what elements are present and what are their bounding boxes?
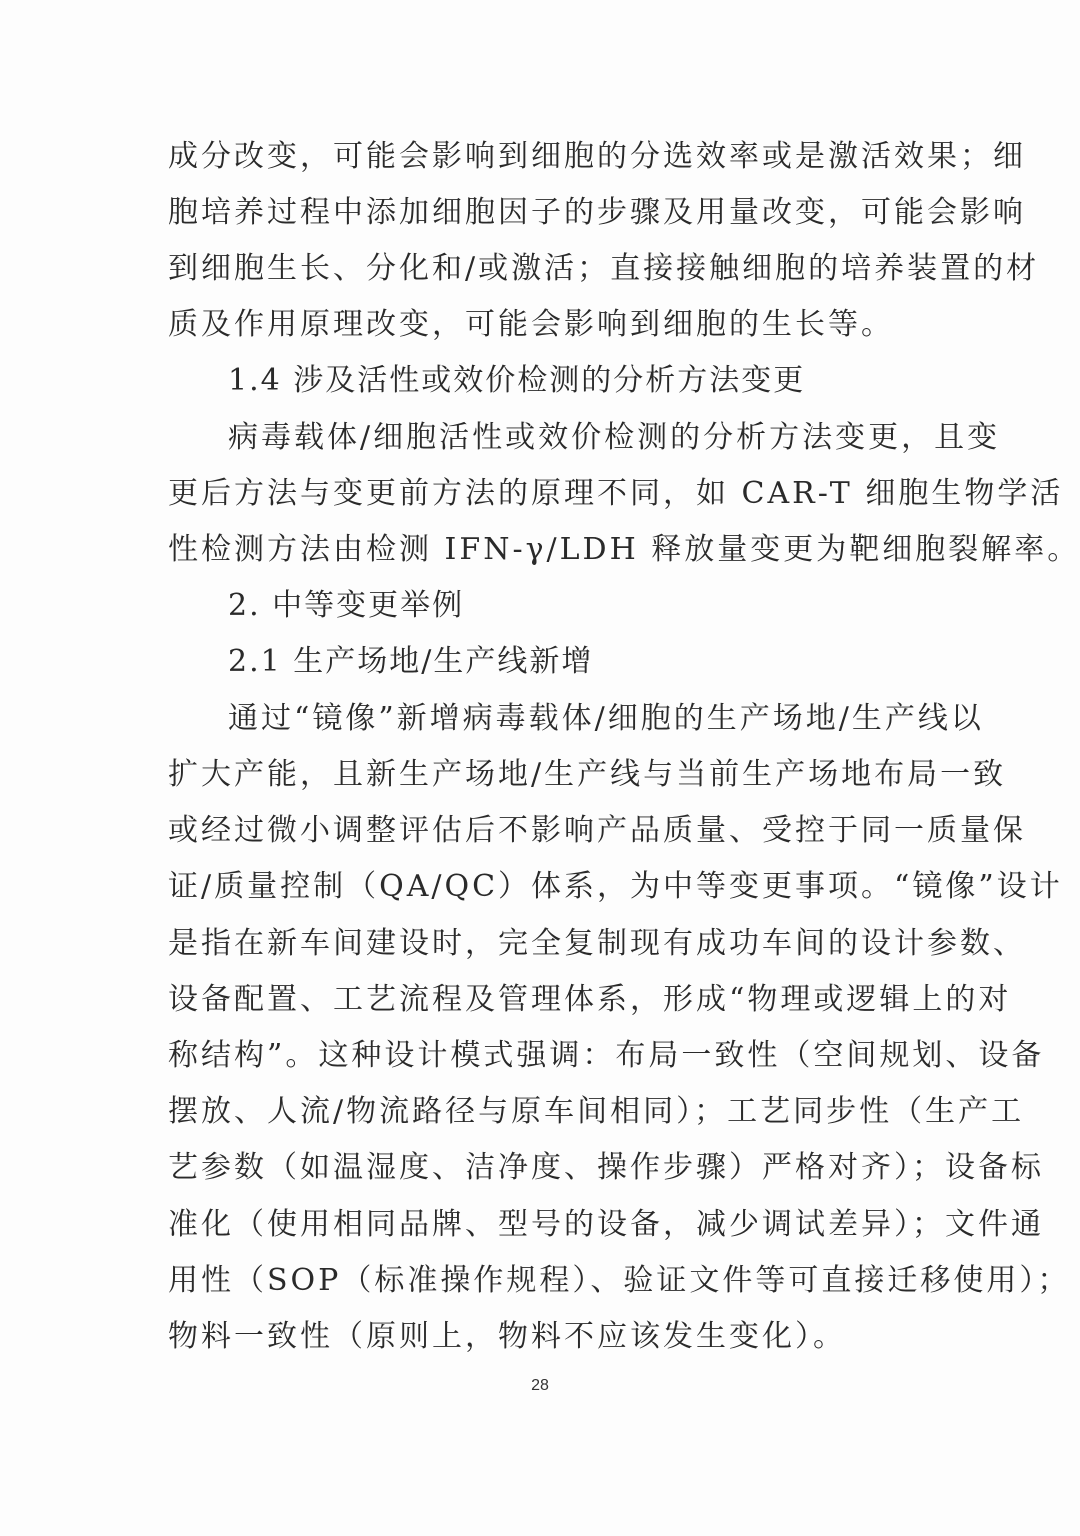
- section-heading: 1.4 涉及活性或效价检测的分析方法变更: [228, 363, 806, 398]
- paragraph-line: 摆放、人流/物流路径与原车间相同）；工艺同步性（生产工: [168, 1094, 1025, 1129]
- paragraph-line: 扩大产能，且新生产场地/生产线与当前生产场地布局一致: [168, 757, 1007, 792]
- paragraph-line: 准化（使用相同品牌、型号的设备，减少调试差异）；文件通: [168, 1207, 1044, 1242]
- paragraph-line: 是指在新车间建设时，完全复制现有成功车间的设计参数、: [168, 926, 1026, 961]
- paragraph-line: 证/质量控制（QA/QC）体系，为中等变更事项。“镜像”设计: [168, 869, 1063, 904]
- paragraph-line: 通过“镜像”新增病毒载体/细胞的生产场地/生产线以: [228, 701, 984, 736]
- paragraph-line: 设备配置、工艺流程及管理体系，形成“物理或逻辑上的对: [168, 982, 1012, 1017]
- paragraph-line: 用性（SOP（标准操作规程）、验证文件等可直接迁移使用）；: [168, 1263, 1071, 1298]
- paragraph-line: 或经过微小调整评估后不影响产品质量、受控于同一质量保: [168, 813, 1026, 848]
- paragraph-line: 胞培养过程中添加细胞因子的步骤及用量改变，可能会影响: [168, 195, 1026, 230]
- page-number: 28: [531, 1377, 549, 1394]
- section-heading: 2. 中等变更举例: [228, 588, 465, 623]
- paragraph-line: 艺参数（如温湿度、洁净度、操作步骤）严格对齐）；设备标: [168, 1150, 1044, 1185]
- paragraph-line: 称结构”。这种设计模式强调：布局一致性（空间规划、设备: [168, 1038, 1045, 1073]
- paragraph-line: 更后方法与变更前方法的原理不同，如 CAR-T 细胞生物学活: [168, 476, 1064, 511]
- section-heading: 2.1 生产场地/生产线新增: [228, 644, 594, 679]
- paragraph-line: 质及作用原理改变，可能会影响到细胞的生长等。: [168, 307, 894, 342]
- paragraph-line: 病毒载体/细胞活性或效价检测的分析方法变更，且变: [228, 420, 1001, 455]
- paragraph-line: 物料一致性（原则上，物料不应该发生变化）。: [168, 1319, 846, 1354]
- paragraph-line: 性检测方法由检测 IFN-γ/LDH 释放量变更为靶细胞裂解率。: [168, 532, 1080, 567]
- paragraph-line: 成分改变，可能会影响到细胞的分选效率或是激活效果；细: [168, 139, 1026, 174]
- paragraph-line: 到细胞生长、分化和/或激活；直接接触细胞的培养装置的材: [168, 251, 1040, 286]
